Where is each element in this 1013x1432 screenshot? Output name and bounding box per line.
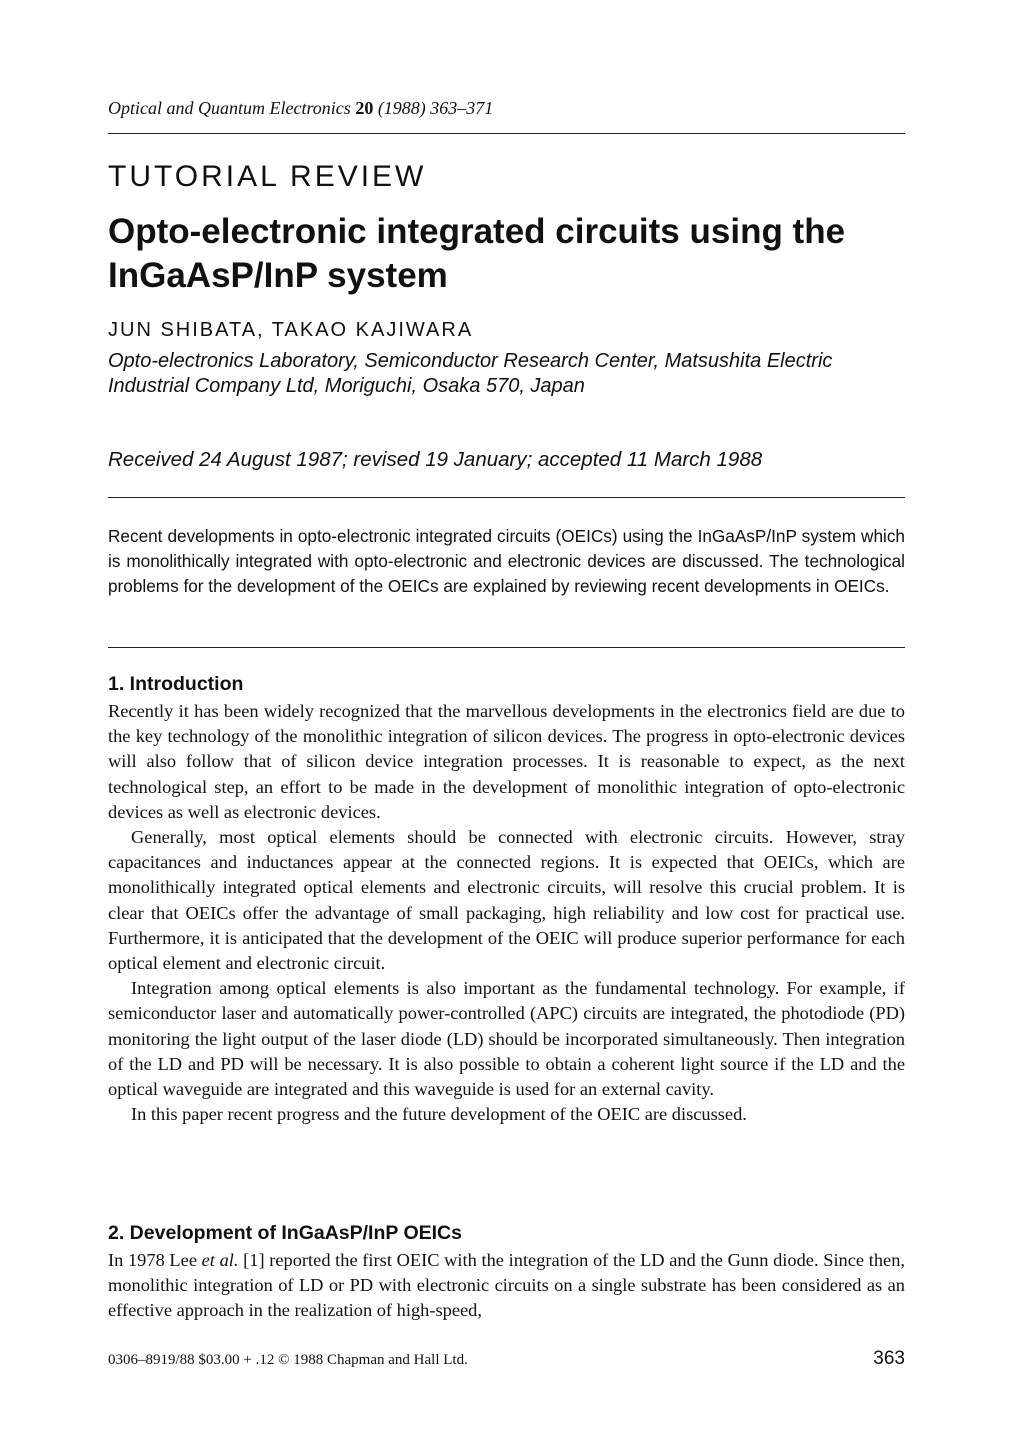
top-divider xyxy=(108,133,905,134)
page-number: 363 xyxy=(873,1348,905,1369)
article-type: TUTORIAL REVIEW xyxy=(108,160,427,193)
journal-volume: 20 xyxy=(355,98,374,118)
section-body-introduction xyxy=(108,699,905,1127)
article-authors: JUN SHIBATA, TAKAO KAJIWARA xyxy=(108,319,474,341)
author-affiliation: Opto-electronics Laboratory, Semiconductor Research Center, Matsushita Electric Industrial Company Ltd, Moriguchi, Osaka 570, Japan xyxy=(108,350,833,397)
paragraph-text: [1] reported the first OEIC with the integration of the LD and the Gunn diode. Since then, monolithic integration of LD or PD with electronic circuits on a single substrate has been considered as an effective approach in the realization of high-speed, xyxy=(108,1250,906,1321)
section-body-development xyxy=(108,1248,905,1324)
paragraph: In this paper recent progress and the future development of the OEIC are discussed. xyxy=(131,1104,747,1125)
article-title: Opto-electronic integrated circuits using the InGaAsP/InP system xyxy=(108,212,846,295)
abstract-top-divider xyxy=(108,497,905,498)
journal-year-pages: (1988) 363–371 xyxy=(377,98,494,118)
paragraph-text: In 1978 Lee xyxy=(108,1250,202,1270)
abstract-bottom-divider xyxy=(108,647,905,648)
section-heading-development: 2. Development of InGaAsP/InP OEICs xyxy=(108,1222,462,1244)
abstract: Recent developments in opto-electronic integrated circuits (OEICs) using the InGaAsP/InP system which is monolithically integrated with opto-electronic and electronic devices are discussed. The technological problems for the development of the OEICs are explained by reviewing recent developments in OEICs. xyxy=(108,526,905,596)
journal-citation xyxy=(108,98,493,119)
received-dates: Received 24 August 1987; revised 19 January; accepted 11 March 1988 xyxy=(108,448,763,471)
section-heading-introduction: 1. Introduction xyxy=(108,673,244,695)
paragraph: Integration among optical elements is also important as the fundamental technology. For example, if semiconductor laser and automatically power-controlled (APC) circuits are integrated, the photodiode (PD) monitoring the light output of the laser diode (LD) should be incorporated simultaneously. Then integration of the LD and PD will be necessary. It is also possible to obtain a coherent light source if the LD and the optical waveguide are integrated and this waveguide is used for an external cavity. xyxy=(108,978,905,1100)
paragraph xyxy=(108,1248,905,1324)
paragraph: Generally, most optical elements should be connected with electronic circuits. However, stray capacitances and inductances appear at the connected regions. It is expected that OEICs, which are monolithically integrated optical elements and electronic circuits, will resolve this crucial problem. It is clear that OEICs offer the advantage of small packaging, high reliability and low cost for practical use. Furthermore, it is anticipated that the development of the OEIC will produce superior performance for each optical element and electronic circuit. xyxy=(108,827,905,974)
paragraph: Recently it has been widely recognized that the marvellous developments in the electronics field are due to the key technology of the monolithic integration of silicon devices. The progress in opto-electronic devices will also follow that of silicon device integration processes. It is reasonable to expect, as the next technological step, an effort to be made in the development of monolithic integration of opto-electronic devices as well as electronic devices. xyxy=(108,701,905,822)
citation-etal: et al. xyxy=(201,1250,239,1270)
footer-code: 0306–8919/88 $03.00 + .12 © 1988 Chapman and Hall Ltd. xyxy=(108,1352,468,1368)
journal-name: Optical and Quantum Electronics xyxy=(108,98,351,118)
